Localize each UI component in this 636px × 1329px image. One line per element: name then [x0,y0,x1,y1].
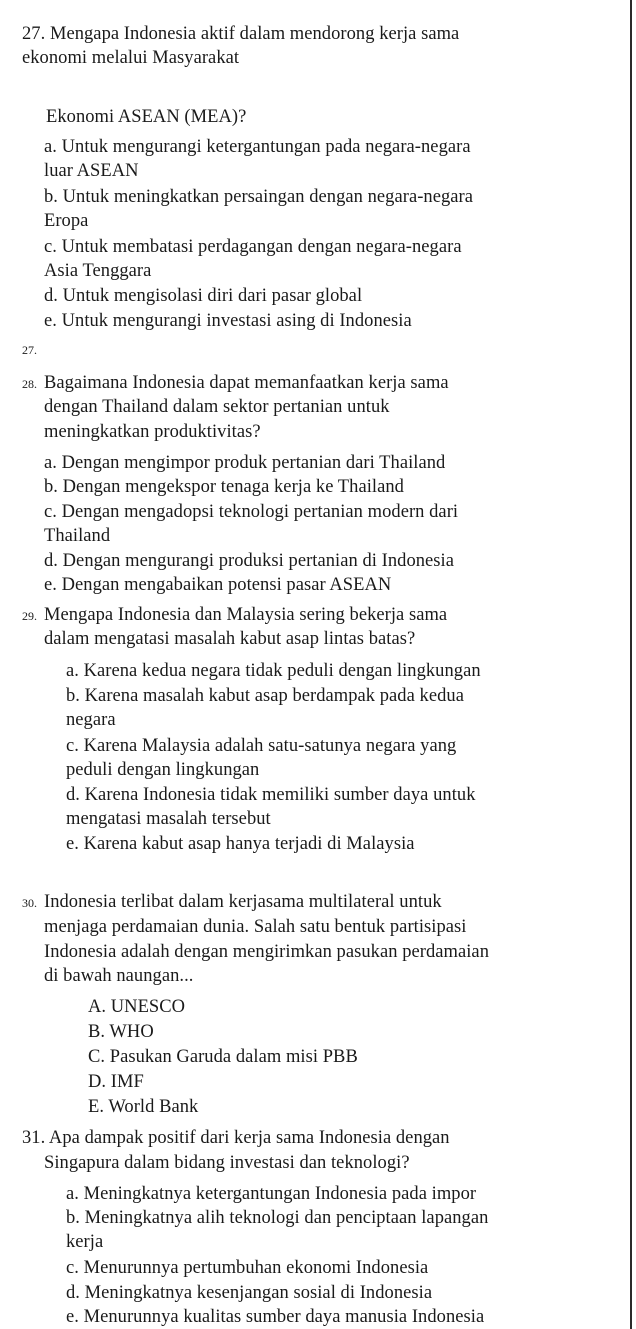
option-a[interactable]: a. Karena kedua negara tidak peduli dengan lingkungan [66,661,481,681]
option-c-continued: Thailand [44,526,111,546]
option-a[interactable]: a. Untuk mengurangi ketergantungan pada negara-negara [44,137,471,157]
question-text: 27. Mengapa Indonesia aktif dalam mendorong kerja sama [22,24,460,44]
question-number: 28. [22,377,37,391]
option-e[interactable]: e. Karena kabut asap hanya terjadi di Malaysia [66,834,415,854]
question-text: 28. Bagaimana Indonesia dapat memanfaatkan kerja sama [22,371,449,396]
question-text: 31. Apa dampak positif dari kerja sama Indonesia dengan [22,1128,450,1148]
question-text: 30. Indonesia terlibat dalam kerjasama multilateral untuk [22,890,442,915]
option-b[interactable]: B. WHO [88,1022,154,1042]
option-c-continued: Asia Tenggara [44,261,152,281]
option-b[interactable]: b. Meningkatnya alih teknologi dan penciptaan lapangan [66,1208,489,1228]
option-d[interactable]: d. Meningkatnya kesenjangan sosial di Indonesia [66,1283,433,1303]
option-c[interactable]: c. Menurunnya pertumbuhan ekonomi Indonesia [66,1258,429,1278]
option-a-continued: luar ASEAN [44,161,139,181]
question-text: dalam mengatasi masalah kabut asap lintas batas? [44,629,416,649]
page-edge-line [630,0,632,1329]
option-d-continued: mengatasi masalah tersebut [66,809,271,829]
question-text: di bawah naungan... [44,966,194,986]
option-a[interactable]: A. UNESCO [88,997,186,1017]
option-b[interactable]: b. Dengan mengekspor tenaga kerja ke Thailand [44,477,404,497]
option-e[interactable]: e. Dengan mengabaikan potensi pasar ASEAN [44,575,392,595]
question-text: menjaga perdamaian dunia. Salah satu bentuk partisipasi [44,917,467,937]
option-b[interactable]: b. Untuk meningkatkan persaingan dengan negara-negara [44,187,474,207]
option-d[interactable]: D. IMF [88,1072,144,1092]
question-number: 30. [22,896,37,910]
question-text: Indonesia adalah dengan mengirimkan pasukan perdamaian [44,942,489,962]
option-c-continued: peduli dengan lingkungan [66,760,260,780]
question-text: Singapura dalam bidang investasi dan teknologi? [44,1153,410,1173]
option-a[interactable]: a. Meningkatnya ketergantungan Indonesia pada impor [66,1184,477,1204]
option-d[interactable]: d. Untuk mengisolasi diri dari pasar global [44,286,363,306]
question-text: dengan Thailand dalam sektor pertanian untuk [44,397,390,417]
option-d[interactable]: d. Karena Indonesia tidak memiliki sumber daya untuk [66,785,476,805]
option-e[interactable]: E. World Bank [88,1097,199,1117]
option-b-continued: Eropa [44,211,89,231]
option-c[interactable]: c. Untuk membatasi perdagangan dengan negara-negara [44,237,462,257]
question-text: ekonomi melalui Masyarakat [22,48,240,68]
option-c[interactable]: C. Pasukan Garuda dalam misi PBB [88,1047,358,1067]
question-number-mark: 27. [22,343,37,357]
option-b[interactable]: b. Karena masalah kabut asap berdampak pada kedua [66,686,464,706]
option-b-continued: kerja [66,1232,104,1252]
question-text: Ekonomi ASEAN (MEA)? [46,107,247,127]
option-d[interactable]: d. Dengan mengurangi produksi pertanian di Indonesia [44,551,455,571]
option-e[interactable]: e. Untuk mengurangi investasi asing di Indonesia [44,311,412,331]
option-b-continued: negara [66,710,116,730]
option-a[interactable]: a. Dengan mengimpor produk pertanian dari Thailand [44,453,446,473]
question-number: 29. [22,609,37,623]
question-text: meningkatkan produktivitas? [44,422,261,442]
option-e[interactable]: e. Menurunnya kualitas sumber daya manusia Indonesia [66,1307,485,1327]
option-c[interactable]: c. Karena Malaysia adalah satu-satunya negara yang [66,736,457,756]
option-c[interactable]: c. Dengan mengadopsi teknologi pertanian modern dari [44,502,459,522]
question-text: 29. Mengapa Indonesia dan Malaysia sering bekerja sama [22,603,447,628]
